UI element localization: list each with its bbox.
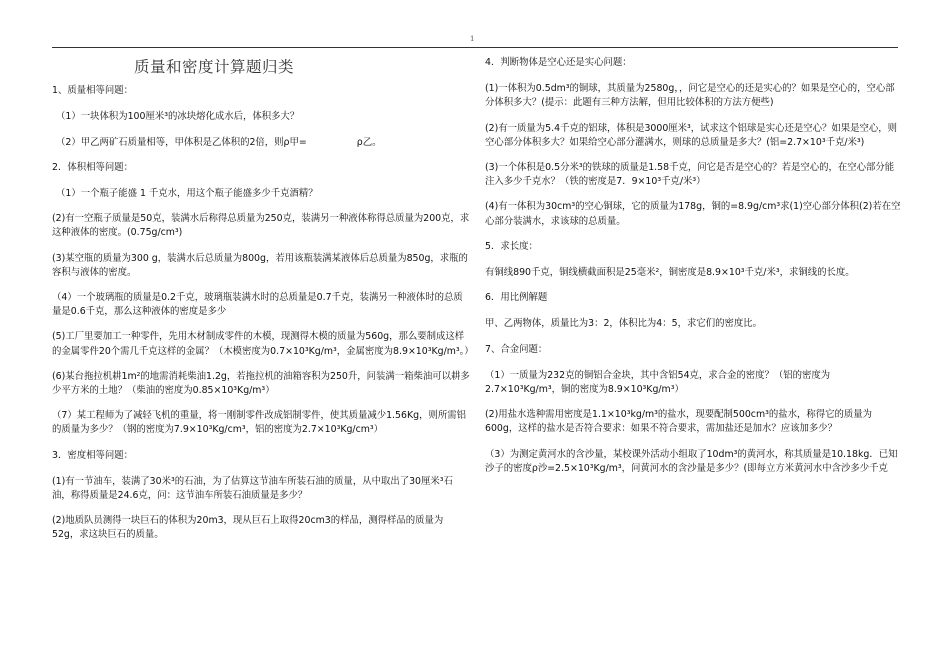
left-column [52, 56, 474, 554]
question: （4）一个玻璃瓶的质量是0.2千克，玻璃瓶装满水时的总质量是0.7千克，装满另一种液体时的总质量是0.6千克，那么这种液体的密度是多少 [52, 292, 463, 318]
question: (1)有一节油车，装满了30米³的石油，为了估算这节油车所装石油的质量，从中取出了30厘米³石油，称得质量是24.6克，问：这节油车所装石油质量是多少？ [52, 475, 453, 502]
question: （3）为测定黄河水的含沙量，某校课外活动小组取了10dm³的黄河水，称其质量是10.18kg．已知沙子的密度ρ沙=2.5×10³Kg/m³，问黄河水的含沙量是多少？(即每立方米黄河水中含沙多少千克 [485, 448, 898, 474]
page-number: 1 [470, 35, 475, 43]
section-heading: 7、合金问题： [485, 343, 548, 355]
section-heading: 2．体积相等问题： [52, 161, 133, 173]
question: （1）一块体积为100厘米³的冰块熔化成水后，体积多大？ [56, 111, 300, 123]
question: (2)地质队员测得一块巨石的体积为20m3，现从巨石上取得20cm3的样品，测得样品的质量为52g，求这块巨石的质量。 [52, 515, 444, 541]
page-title: 质量和密度计算题归类 [134, 58, 295, 76]
question: (2)有一质量为5.4千克的铝球，体积是3000厘米³，试求这个铝球是实心还是空心？如果是空心，则空心部分体积多大？如果给空心部分灌满水，则球的总质量是多大？(铝=2.7×10³千克/米³) [485, 122, 898, 148]
right-column [485, 56, 903, 487]
question: （1）一个瓶子能盛 1 千克水，用这个瓶子能盛多少千克酒精？ [56, 188, 318, 200]
question: 甲、乙两物体，质量比为3：2，体积比为4：5，求它们的密度比。 [485, 318, 762, 330]
question: （1）一质量为232克的铜铝合金块，其中含铝54克，求合金的密度？（铝的密度为2.7×10³Kg/m³，铜的密度为8.9×10³Kg/m³） [485, 369, 831, 396]
section-heading: 5．求长度： [485, 240, 538, 252]
question: (1)一体积为0.5dm³的铜球，其质量为2580g，，问它是空心的还是实心的？如果是空心的，空心部分体积多大？(提示：此题有三种方法解，但用比较体积的方法方便些) [485, 83, 895, 109]
question: (4)有一体积为30cm³的空心铜球，它的质量为178g，铜的=8.9g/cm³求(1)空心部分体积(2)若在空心部分装满水，求该球的总质量。 [485, 201, 901, 227]
section-heading: 4．判断物体是空心还是实心问题： [485, 57, 632, 68]
section-heading: 3．密度相等问题： [52, 449, 133, 461]
question [52, 136, 470, 150]
question: （7）某工程师为了减轻飞机的重量，将一刚制零件改成铝制零件，使其质量减少1.56Kg，则所需铝的质量为多少？（钢的密度为7.9×10³Kg/cm³，铝的密度为2.7×10³Kg/cm³） [52, 410, 466, 436]
question-part: ρ乙。 [356, 136, 382, 148]
question: (3)某空瓶的质量为300 g，装满水后总质量为800g，若用该瓶装满某液体后总质量为850g，求瓶的容积与液体的密度。 [52, 252, 468, 278]
question: (3)一个体积是0.5分米³的铁球的质量是1.58千克，问它是否是空心的？若是空心的，在空心部分能注入多少千克水？（铁的密度是7．9×10³千克/米³） [485, 162, 895, 188]
question: (5)工厂里要加工一种零件，先用木材制成零件的木模，现测得木模的质量为560g，那么要制成这样的金属零件20个需几千克这样的金属？（木模密度为0.7×10³Kg/m³，金属密度为8.9×10³Kg/m³。） [52, 331, 474, 357]
question-part: （2）甲乙两矿石质量相等，甲体积是乙体积的2倍，则ρ甲= [56, 136, 307, 148]
section-heading: 6．用比例解题 [485, 292, 548, 304]
section-heading: 1、质量相等问题： [52, 85, 133, 97]
question: (6)某台拖拉机耕1m²的地需消耗柴油1.2g，若拖拉机的油箱容积为250升，问装满一箱柴油可以耕多少平方米的土地？（柴油的密度为0.85×10³Kg/m³） [52, 370, 470, 397]
question: (2)有一空瓶子质量是50克，装满水后称得总质量为250克，装满另一种液体称得总质量为200克，求这种液体的密度。(0.75g/cm³) [52, 213, 470, 239]
question: 有铜线890千克，铜线横截面积是25毫米²，铜密度是8.9×10³千克/米³，求铜线的长度。 [485, 267, 855, 279]
header-rule [52, 47, 898, 48]
question: (2)用盐水选种需用密度是1.1×10³kg/m³的盐水，现要配制500cm³的盐水，称得它的质量为600g，这样的盐水是否符合要求：如果不符合要求，需加盐还是加水？应该加多少？ [485, 409, 872, 435]
